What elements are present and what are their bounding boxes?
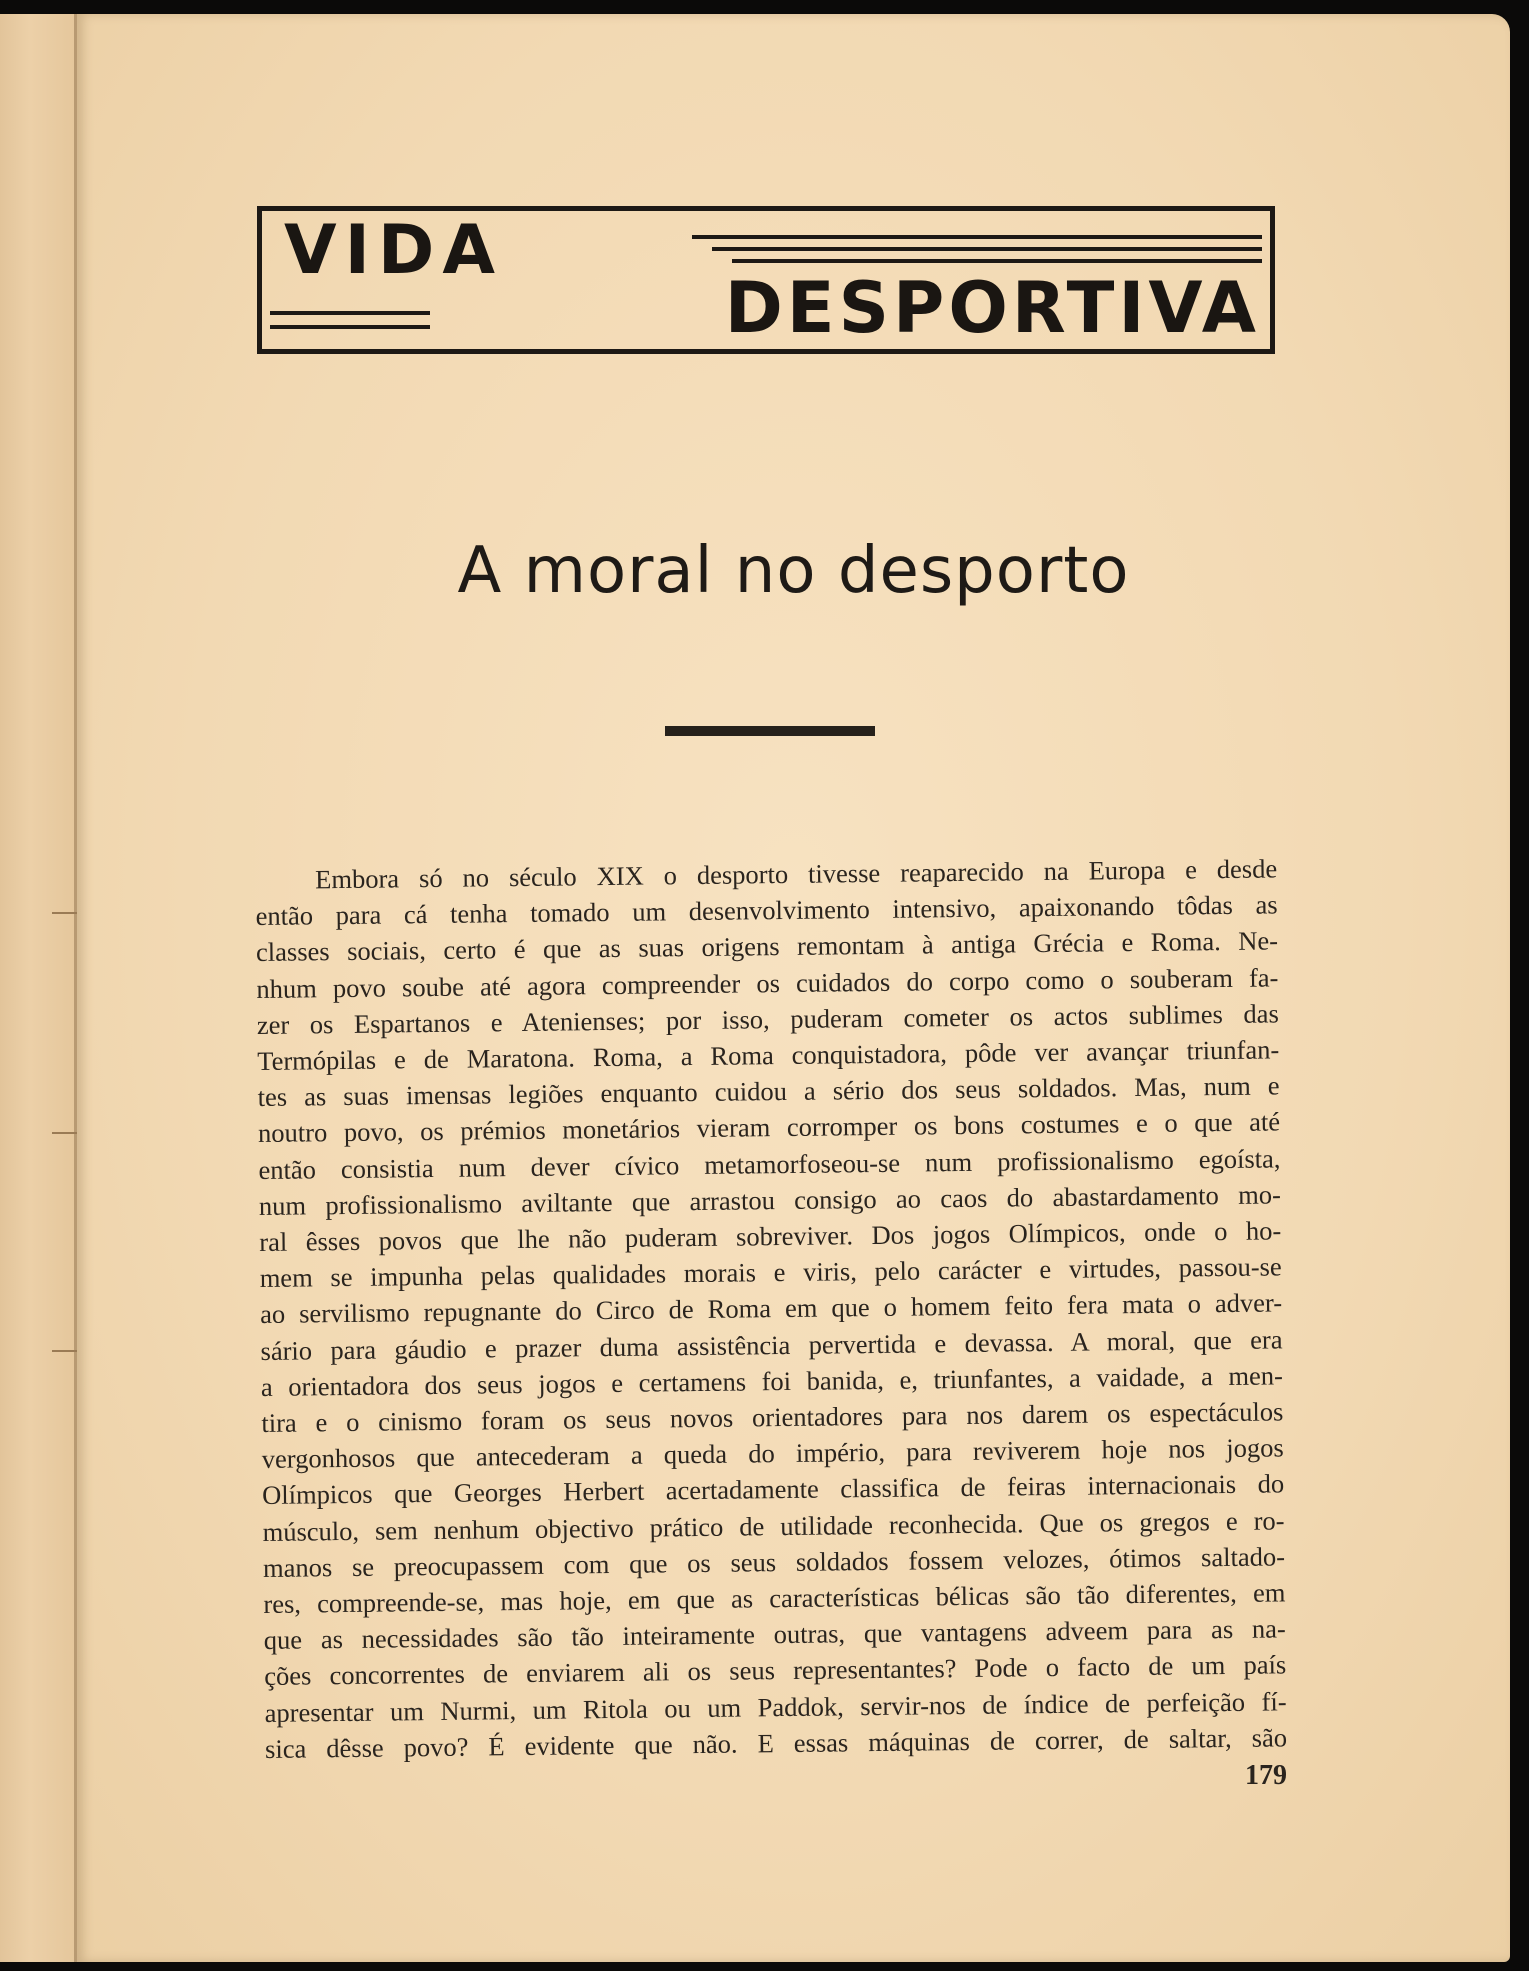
body-line: noutro povo, os prémios monetários vieram corromper os bons costumes e o que até — [257, 1106, 1281, 1149]
section-header-line1: VIDA — [284, 211, 503, 290]
body-line: zer os Espartanos e Atenienses; por isso, puderam cometer os actos sublimes das — [256, 998, 1279, 1040]
page — [77, 14, 1510, 1962]
body-line: sário para gáudio e prazer duma assistência pervertida e devassa. A moral, que era — [260, 1324, 1283, 1366]
body-line: res, compreende-se, mas hoje, em que as características bélicas são tão diferentes, em — [263, 1577, 1286, 1620]
section-header-line2: DESPORTIVA — [724, 267, 1260, 349]
body-line: a orientadora dos seus jogos e certamens foi banida, e, triunfantes, a vaidade, a men- — [260, 1360, 1284, 1402]
body-line: ao servilismo repugnante do Circo de Roma em que o homem feito fera mata o adver- — [259, 1287, 1283, 1330]
body-line: apresentar um Nurmi, um Ritola ou um Paddok, servir-nos de índice de perfeição fí- — [264, 1686, 1287, 1728]
banner-rule — [692, 235, 1262, 239]
body-line: vergonhosos que antecederam a queda do império, para reviverem hoje nos jogos — [261, 1432, 1284, 1475]
body-line: que as necessidades são tão inteiramente outras, que vantagens adveem para as na- — [263, 1613, 1286, 1656]
body-line: então para cá tenha tomado um desenvolvimento intensivo, apaixonando tôdas as — [255, 889, 1278, 932]
previous-page-edge — [0, 14, 77, 1962]
article-body — [255, 850, 1287, 1767]
body-line: ções concorrentes de enviarem ali os seus representantes? Pode o facto de um país — [264, 1649, 1287, 1692]
body-line: músculo, sem nenhum objectivo prático de utilidade reconhecida. Que os gregos e ro- — [262, 1505, 1285, 1547]
body-line: mem se impunha pelas qualidades morais e viris, pelo carácter e virtudes, passou-se — [259, 1251, 1282, 1294]
body-line: Embora só no século XIX o desporto tivesse reaparecido na Europa e desde — [315, 853, 1278, 895]
binding-mark — [52, 1350, 78, 1352]
title-divider — [665, 726, 875, 736]
body-line: então consistia num dever cívico metamorfoseou-se num profissionalismo egoísta, — [258, 1143, 1281, 1185]
page-number: 179 — [1245, 1760, 1287, 1791]
body-line: sica dêsse povo? É evidente que não. E essas máquinas de correr, de saltar, são — [264, 1722, 1288, 1764]
article-title: A moral no desporto — [457, 534, 1130, 608]
body-line: manos se preocupassem com que os seus soldados fossem velozes, ótimos saltado- — [262, 1541, 1286, 1583]
body-line: Olímpicos que Georges Herbert acertadamente classifica de feiras internacionais do — [262, 1468, 1285, 1511]
section-header-banner — [257, 206, 1275, 354]
body-line: tes as suas imensas legiões enquanto cuidou a sério dos seus soldados. Mas, num e — [257, 1070, 1280, 1113]
body-line: classes sociais, certo é que as suas origens remontam à antiga Grécia e Roma. Ne- — [255, 925, 1279, 968]
banner-rule — [712, 247, 1262, 251]
body-line: ral êsses povos que lhe não puderam sobreviver. Dos jogos Olímpicos, onde o ho- — [259, 1215, 1282, 1258]
body-line: tira e o cinismo foram os seus novos orientadores para nos darem os espectáculos — [261, 1396, 1284, 1439]
body-line: num profissionalismo aviltante que arrastou consigo ao caos do abastardamento mo- — [258, 1179, 1282, 1221]
banner-rule — [270, 325, 430, 329]
banner-rule — [270, 311, 430, 315]
banner-rule — [732, 259, 1262, 263]
binding-mark — [52, 912, 78, 914]
binding-mark — [52, 1132, 78, 1134]
body-line: Termópilas e de Maratona. Roma, a Roma conquistadora, pôde ver avançar triunfan- — [257, 1034, 1280, 1077]
body-line: nhum povo soube até agora compreender os cuidados do corpo como o souberam fa- — [256, 962, 1279, 1004]
